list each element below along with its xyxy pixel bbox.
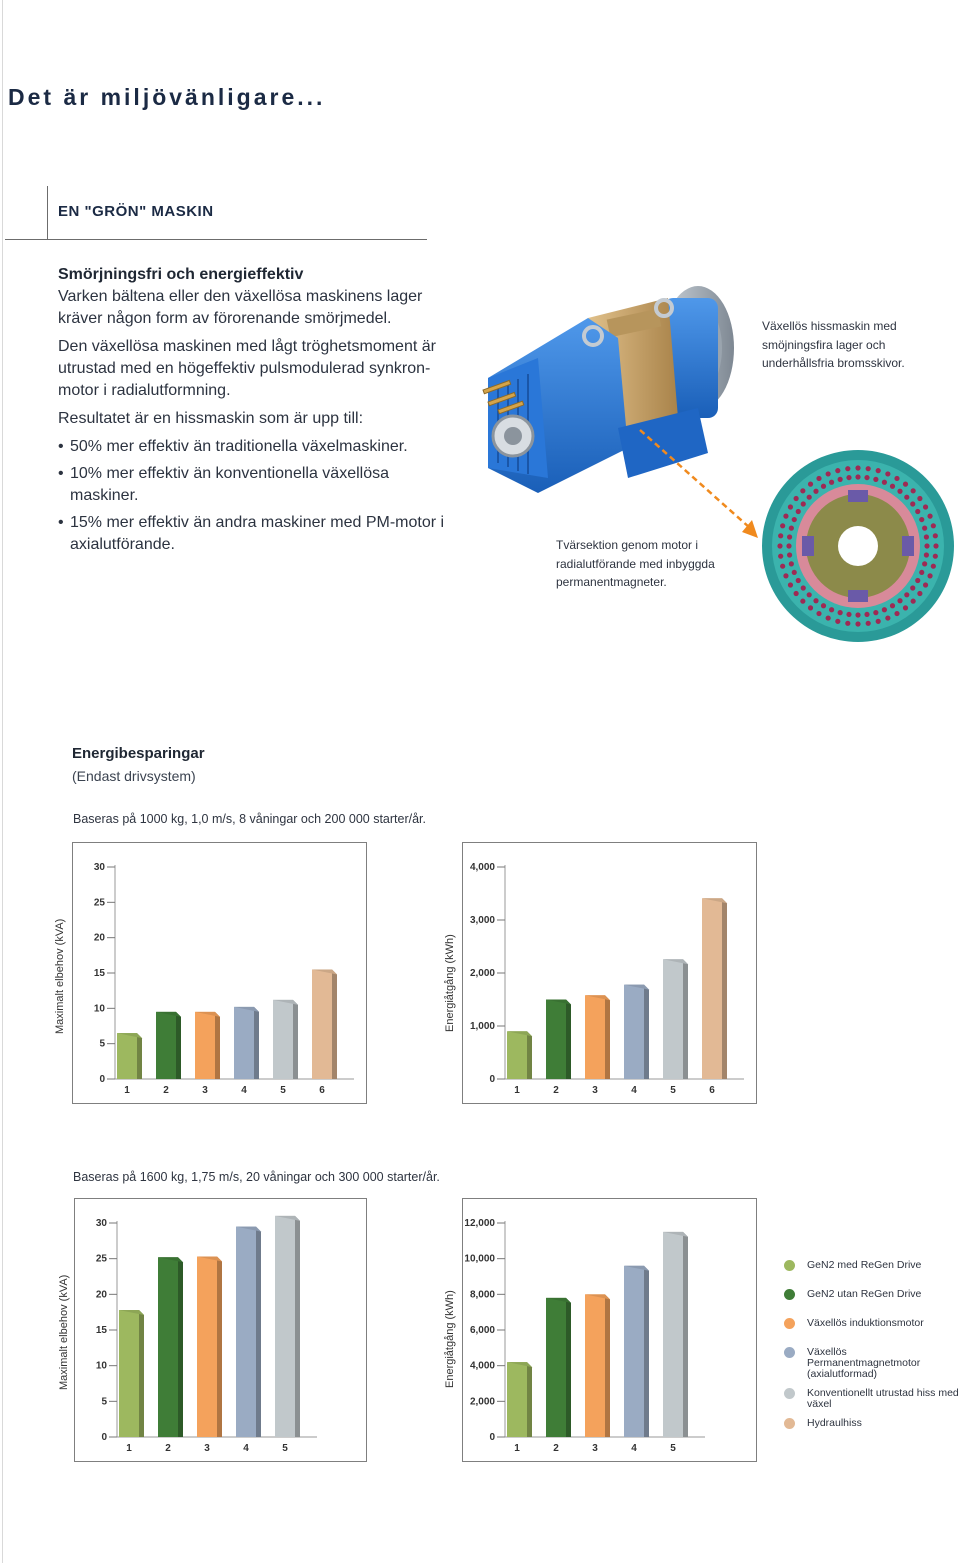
chart-legend xyxy=(780,1260,960,1429)
stator-slot xyxy=(933,533,938,538)
y-tick-label: 15 xyxy=(93,968,105,979)
intro-text-block xyxy=(58,264,458,561)
y-tick-label: 12,000 xyxy=(464,1218,495,1229)
stator-slot xyxy=(927,514,932,519)
energy-savings-title: Energibesparingar xyxy=(72,745,205,762)
stator-slot xyxy=(903,605,908,610)
intro-paragraph-3: Resultatet är en hissmaskin som är upp till: xyxy=(58,410,364,427)
basis-text-scenario-2: Baseras på 1600 kg, 1,75 m/s, 20 våningar och 300 000 starter/år. xyxy=(73,1170,440,1184)
y-tick-label: 25 xyxy=(93,897,105,909)
bar-side xyxy=(566,1298,571,1437)
stator-slot xyxy=(890,484,895,489)
stator-slot xyxy=(919,517,924,522)
x-tick-label: 3 xyxy=(204,1443,210,1454)
legend-item xyxy=(780,1289,960,1300)
bar-side xyxy=(722,898,727,1079)
stator-slot xyxy=(816,611,821,616)
motor-cross-section-illustration xyxy=(760,448,956,644)
bar xyxy=(275,1216,295,1437)
y-tick-label: 8,000 xyxy=(469,1289,495,1301)
bar xyxy=(702,898,722,1079)
bar xyxy=(585,1294,605,1437)
machine-caption: Växellös hissmaskin med smöjningsfira lager och underhållsfria bromsskivor. xyxy=(762,319,905,370)
stator-slot xyxy=(801,585,806,590)
stator-slot xyxy=(829,607,834,612)
y-tick-label: 20 xyxy=(95,1289,107,1301)
stator-slot xyxy=(821,603,826,608)
bar xyxy=(195,1012,215,1079)
stator-slot xyxy=(924,552,929,557)
stator-slot xyxy=(876,468,881,473)
bar-side xyxy=(295,1216,300,1437)
stator-slot xyxy=(910,585,915,590)
stator-slot xyxy=(910,501,915,506)
stator-slot xyxy=(816,476,821,481)
bullet-item: • 50% mer effektiv än traditionella växelmaskiner. xyxy=(58,436,458,458)
bar-side xyxy=(215,1012,220,1079)
stator-slot xyxy=(835,619,840,624)
y-tick-label: 15 xyxy=(95,1325,107,1336)
x-tick-label: 2 xyxy=(553,1443,559,1454)
stator-slot xyxy=(813,598,818,603)
basis-text-scenario-1: Baseras på 1000 kg, 1,0 m/s, 8 våningar och 200 000 starter/år. xyxy=(73,812,426,826)
stator-slot xyxy=(933,543,938,548)
y-tick-label: 20 xyxy=(93,932,105,944)
bar-side xyxy=(566,1000,571,1080)
bar xyxy=(507,1362,527,1437)
y-axis-label: Maximalt elbehov (kVA) xyxy=(54,918,66,1034)
chart-svg xyxy=(73,843,368,1105)
x-tick-label: 1 xyxy=(124,1085,130,1096)
y-tick-label: 10 xyxy=(95,1360,107,1372)
y-tick-label: 1,000 xyxy=(469,1021,495,1032)
stator-slot xyxy=(787,534,792,539)
x-tick-label: 6 xyxy=(319,1085,325,1096)
stator-slot xyxy=(915,578,920,583)
legend-item xyxy=(780,1418,960,1429)
stator-slot xyxy=(794,591,799,596)
bar-side xyxy=(178,1257,183,1437)
stator-slot xyxy=(838,477,843,482)
bar-side xyxy=(527,1031,532,1079)
x-tick-label: 4 xyxy=(631,1085,637,1096)
chart-svg xyxy=(463,1199,758,1463)
stator-slot xyxy=(911,488,916,493)
legend-label: GeN2 utan ReGen Drive xyxy=(807,1288,922,1300)
stator-slot xyxy=(917,496,922,501)
stator-slot xyxy=(845,466,850,471)
stator-slot xyxy=(829,480,834,485)
y-tick-label: 5 xyxy=(99,1038,105,1050)
x-tick-label: 5 xyxy=(670,1443,676,1454)
stator-slot xyxy=(783,573,788,578)
legend-label: Växellös Permanentmagnetmotor (axialutformad) xyxy=(807,1346,921,1380)
stator-slot xyxy=(882,480,887,485)
stator-slot xyxy=(924,534,929,539)
pointer-arrow xyxy=(630,420,770,550)
stator-slot xyxy=(807,592,812,597)
stator-slot xyxy=(777,543,782,548)
stator-slot xyxy=(807,495,812,500)
y-axis-label: Energiåtgång (kWh) xyxy=(444,1290,456,1388)
stator-slot xyxy=(792,517,797,522)
bar xyxy=(236,1227,256,1437)
chart-svg xyxy=(75,1199,368,1463)
y-tick-label: 30 xyxy=(95,1218,107,1229)
section-header-divider xyxy=(47,186,48,240)
bar-side xyxy=(683,959,688,1079)
bar xyxy=(585,995,605,1079)
stator-slot xyxy=(894,611,899,616)
stator-slot xyxy=(786,543,791,548)
bar xyxy=(234,1007,254,1079)
intro-paragraph-2: Den växellösa maskinen med lågt tröghetsmoment är utrustad med en högeffektiv pulsmodulerad synkron-motor i radialutformning. xyxy=(58,338,436,399)
y-axis-label: Energiåtgång (kWh) xyxy=(444,934,456,1032)
bar-side xyxy=(176,1012,181,1079)
chart-peak-power-scenario-2 xyxy=(74,1198,367,1462)
stator-slot xyxy=(855,474,860,479)
legend-item xyxy=(780,1318,960,1329)
stator-slot xyxy=(788,504,793,509)
x-tick-label: 5 xyxy=(670,1085,676,1096)
stator-slot xyxy=(917,591,922,596)
x-tick-label: 2 xyxy=(165,1443,171,1454)
x-tick-label: 2 xyxy=(163,1085,169,1096)
bar xyxy=(624,1266,644,1437)
bar-side xyxy=(137,1033,142,1079)
bar xyxy=(117,1033,137,1079)
stator-slot xyxy=(923,582,928,587)
stator-slot xyxy=(826,615,831,620)
stator-slot xyxy=(794,496,799,501)
legend-swatch xyxy=(784,1260,795,1271)
stator-slot xyxy=(800,599,805,604)
legend-label: GeN2 med ReGen Drive xyxy=(807,1259,922,1271)
bar xyxy=(273,1000,293,1079)
stator-slot xyxy=(783,514,788,519)
stator-slot xyxy=(845,621,850,626)
stator-slot xyxy=(904,495,909,500)
stator-slot xyxy=(915,509,920,514)
stator-slot xyxy=(813,489,818,494)
stator-slot xyxy=(931,523,936,528)
intro-subheading: Smörjningsfri och energieffektiv xyxy=(58,266,304,283)
stator-slot xyxy=(864,475,869,480)
y-tick-label: 4,000 xyxy=(469,862,495,873)
legend-item xyxy=(780,1260,960,1271)
stator-slot xyxy=(788,582,793,587)
legend-swatch xyxy=(784,1347,795,1358)
stator-slot xyxy=(835,468,840,473)
x-tick-label: 3 xyxy=(202,1085,208,1096)
bar-side xyxy=(644,985,649,1079)
bar xyxy=(663,959,683,1079)
stator-slot xyxy=(866,466,871,471)
stator-slot xyxy=(904,592,909,597)
intro-paragraph-1: Varken bältena eller den växellösa maskinens lager kräver någon form av förorenande smörjmedel. xyxy=(58,288,423,327)
bar-side xyxy=(527,1362,532,1437)
x-tick-label: 5 xyxy=(282,1443,288,1454)
bar xyxy=(156,1012,176,1079)
y-tick-label: 10,000 xyxy=(464,1253,495,1265)
y-tick-label: 25 xyxy=(95,1253,107,1265)
stator-slot xyxy=(897,598,902,603)
x-tick-label: 3 xyxy=(592,1443,598,1454)
stator-slot xyxy=(922,526,927,531)
stator-slot xyxy=(933,554,938,559)
stator-slot xyxy=(826,471,831,476)
y-tick-label: 30 xyxy=(93,862,105,873)
legend-item xyxy=(780,1347,960,1380)
x-tick-label: 3 xyxy=(592,1085,598,1096)
stator-slot xyxy=(882,607,887,612)
energy-savings-subtitle: (Endast drivsystem) xyxy=(72,768,196,784)
stator-slot xyxy=(780,564,785,569)
stator-slot xyxy=(885,471,890,476)
stator-slot xyxy=(864,612,869,617)
page-frame-line xyxy=(2,0,3,1563)
legend-label: Konventionellt utrustad hiss med växel xyxy=(807,1387,959,1410)
y-tick-label: 0 xyxy=(489,1432,495,1443)
stator-slot xyxy=(873,610,878,615)
bar-side xyxy=(644,1266,649,1437)
x-tick-label: 1 xyxy=(126,1443,132,1454)
stator-slot xyxy=(778,533,783,538)
stator-slot xyxy=(846,612,851,617)
bar-side xyxy=(254,1007,259,1079)
stator-slot xyxy=(876,619,881,624)
x-tick-label: 4 xyxy=(241,1085,247,1096)
y-tick-label: 6,000 xyxy=(469,1325,495,1336)
efficiency-bullet-list xyxy=(58,436,458,556)
bar xyxy=(663,1232,683,1437)
stator-slot xyxy=(792,570,797,575)
bar-side xyxy=(605,995,610,1079)
stator-slot xyxy=(800,488,805,493)
stator-slot xyxy=(846,475,851,480)
legend-swatch xyxy=(784,1418,795,1429)
x-tick-label: 1 xyxy=(514,1443,520,1454)
y-axis-label: Maximalt elbehov (kVA) xyxy=(58,1274,70,1390)
y-tick-label: 4,000 xyxy=(469,1360,495,1372)
bar-side xyxy=(683,1232,688,1437)
bar-side xyxy=(217,1257,222,1437)
chart-peak-power-scenario-1 xyxy=(72,842,367,1104)
x-tick-label: 2 xyxy=(553,1085,559,1096)
y-tick-label: 0 xyxy=(99,1074,105,1085)
x-tick-label: 4 xyxy=(243,1443,249,1454)
y-tick-label: 3,000 xyxy=(469,915,495,926)
x-tick-label: 6 xyxy=(709,1085,715,1096)
stator-slot xyxy=(911,599,916,604)
stator-slot xyxy=(778,554,783,559)
x-tick-label: 4 xyxy=(631,1443,637,1454)
page-title: Det är miljövänligare... xyxy=(8,84,326,110)
stator-slot xyxy=(780,523,785,528)
stator-slot xyxy=(855,612,860,617)
stator-slot xyxy=(927,573,932,578)
chart-energy-scenario-2 xyxy=(462,1198,757,1462)
bar xyxy=(197,1257,217,1437)
bar-side xyxy=(605,1294,610,1437)
y-tick-label: 0 xyxy=(101,1432,107,1443)
bar xyxy=(158,1257,178,1437)
chart-svg xyxy=(463,843,758,1105)
stator-slot xyxy=(897,489,902,494)
bullet-item: • 10% mer effektiv än konventionella växellösa maskiner. xyxy=(58,463,458,507)
bar xyxy=(119,1310,139,1437)
bar-side xyxy=(256,1227,261,1437)
y-tick-label: 10 xyxy=(93,1003,105,1015)
stator-slot xyxy=(808,482,813,487)
bar xyxy=(624,985,644,1079)
bar-side xyxy=(139,1310,144,1437)
y-tick-label: 5 xyxy=(101,1396,107,1408)
y-tick-label: 2,000 xyxy=(469,968,495,979)
stator-slot xyxy=(919,570,924,575)
legend-swatch xyxy=(784,1318,795,1329)
y-tick-label: 2,000 xyxy=(469,1396,495,1408)
cross-section-caption: Tvärsektion genom motor i radialutförande med inbyggda permanentmagneter. xyxy=(556,538,715,589)
stator-slot xyxy=(855,465,860,470)
bar-side xyxy=(332,969,337,1079)
bullet-item: • 15% mer effektiv än andra maskiner med PM-motor i axialutförande. xyxy=(58,512,458,556)
stator-slot xyxy=(789,526,794,531)
stator-slot xyxy=(885,615,890,620)
x-tick-label: 1 xyxy=(514,1085,520,1096)
legend-label: Växellös induktionsmotor xyxy=(807,1317,924,1329)
stator-slot xyxy=(808,605,813,610)
stator-slot xyxy=(801,501,806,506)
bar xyxy=(546,1298,566,1437)
y-tick-label: 0 xyxy=(489,1074,495,1085)
legend-label: Hydraulhiss xyxy=(807,1417,862,1429)
chart-energy-scenario-1 xyxy=(462,842,757,1104)
stator-slot xyxy=(787,552,792,557)
stator-slot xyxy=(873,477,878,482)
stator-slot xyxy=(796,509,801,514)
bar-side xyxy=(293,1000,298,1079)
stator-slot xyxy=(855,621,860,626)
section-heading: EN "GRÖN" MASKIN xyxy=(58,203,214,220)
stator-slot xyxy=(894,476,899,481)
stator-slot xyxy=(922,561,927,566)
stator-slot xyxy=(866,621,871,626)
x-tick-label: 5 xyxy=(280,1085,286,1096)
stator-slot xyxy=(789,561,794,566)
stator-slot xyxy=(923,504,928,509)
bar xyxy=(507,1031,527,1079)
stator-slot xyxy=(890,603,895,608)
stator-slot xyxy=(838,610,843,615)
bar xyxy=(312,969,332,1079)
stator-slot xyxy=(821,484,826,489)
stator-slot xyxy=(796,578,801,583)
bar xyxy=(546,1000,566,1080)
legend-swatch xyxy=(784,1289,795,1300)
stator-slot xyxy=(903,482,908,487)
legend-item xyxy=(780,1388,960,1410)
legend-swatch xyxy=(784,1388,795,1399)
stator-slot xyxy=(931,564,936,569)
stator-slot xyxy=(924,543,929,548)
